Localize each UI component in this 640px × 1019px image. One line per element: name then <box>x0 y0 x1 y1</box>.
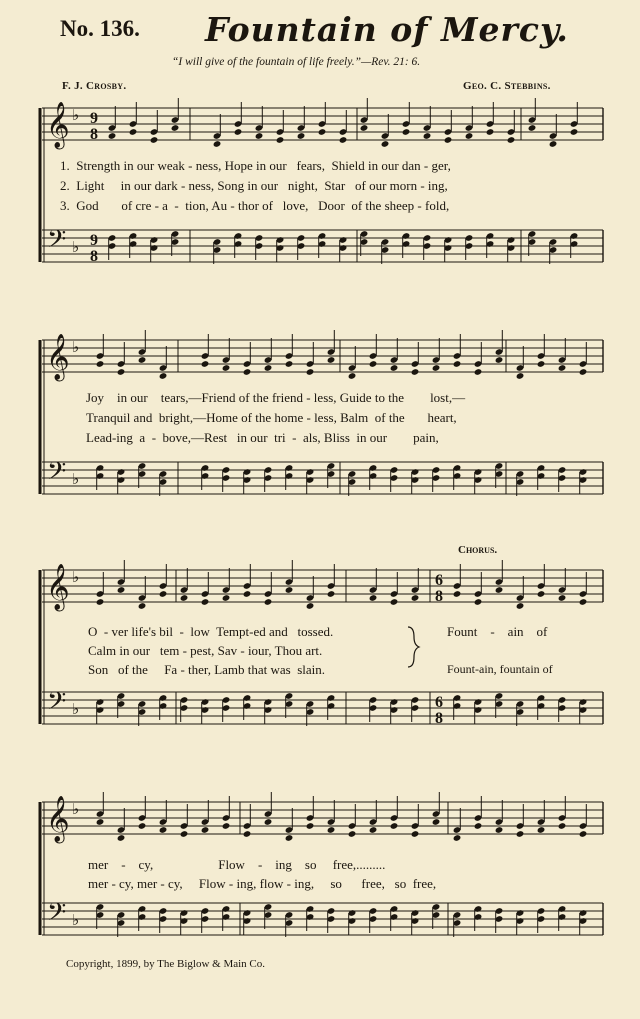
lyric-line: Tranquil and bright,—Home of the home - less, Balm of the heart, <box>86 410 457 425</box>
note-head <box>255 132 264 140</box>
note-head <box>495 586 504 594</box>
note-head <box>117 834 126 842</box>
note-head <box>474 598 483 606</box>
lyric-brace <box>408 627 419 667</box>
note-head <box>327 356 336 364</box>
note-head <box>453 360 462 368</box>
note-head <box>243 590 252 598</box>
time-signature-top: 9 <box>90 110 98 127</box>
note-head <box>138 356 147 364</box>
note-head <box>516 602 525 610</box>
note-head <box>243 830 252 838</box>
treble-clef: 𝄞 <box>46 796 70 842</box>
note-head <box>348 372 357 380</box>
note-head <box>138 822 147 830</box>
note-head <box>516 830 525 838</box>
note-head <box>213 140 222 148</box>
note-head <box>495 356 504 364</box>
note-head <box>201 360 210 368</box>
note-head <box>327 826 336 834</box>
note-head <box>579 830 588 838</box>
note-head <box>222 364 231 372</box>
note-head <box>537 590 546 598</box>
time-signature-bottom: 8 <box>435 588 443 605</box>
note-head <box>474 822 483 830</box>
note-head <box>486 128 495 136</box>
note-head <box>306 368 315 376</box>
note-head <box>537 360 546 368</box>
note-head <box>306 602 315 610</box>
bass-clef: 𝄢 <box>47 457 67 492</box>
note-head <box>558 364 567 372</box>
note-head <box>129 128 138 136</box>
note-head <box>96 360 105 368</box>
note-head <box>369 826 378 834</box>
note-head <box>180 830 189 838</box>
note-head <box>579 368 588 376</box>
note-head <box>495 826 504 834</box>
note-head <box>390 598 399 606</box>
note-head <box>264 818 273 826</box>
note-head <box>537 826 546 834</box>
lyricist-credit: F. J. Crosby. <box>62 80 127 92</box>
time-signature-top: 6 <box>435 572 443 589</box>
composer-credit: Geo. C. Stebbins. <box>463 80 551 92</box>
key-signature-flat: ♭ <box>72 700 80 718</box>
note-head <box>549 140 558 148</box>
time-signature-bottom: 8 <box>90 248 98 265</box>
note-head <box>285 834 294 842</box>
note-head <box>159 590 168 598</box>
note-head <box>411 594 420 602</box>
note-head <box>558 594 567 602</box>
note-head <box>507 136 516 144</box>
note-head <box>318 128 327 136</box>
note-head <box>138 602 147 610</box>
treble-clef: 𝄞 <box>46 564 70 610</box>
lyric-line: mer - cy, mer - cy, Flow - ing, flow - ing, so free, so free, <box>88 876 437 891</box>
note-head <box>222 594 231 602</box>
bass-clef: 𝄢 <box>47 898 67 933</box>
note-head <box>369 594 378 602</box>
note-head <box>465 132 474 140</box>
note-head <box>201 598 210 606</box>
note-head <box>243 368 252 376</box>
note-head <box>108 132 117 140</box>
note-head <box>444 136 453 144</box>
lyric-line: 1. Strength in our weak - ness, Hope in our fears, Shield in our dan - ger, <box>60 158 451 173</box>
note-head <box>558 822 567 830</box>
time-signature-top: 9 <box>90 232 98 249</box>
lyric-line: Lead-ing a - bove,—Rest in our tri - als, Bliss in our pain, <box>86 430 439 445</box>
note-head <box>402 128 411 136</box>
note-head <box>159 372 168 380</box>
note-head <box>285 360 294 368</box>
treble-clef: 𝄞 <box>46 334 70 380</box>
lyric-line: Joy in our tears,—Friend of the friend - less, Guide to the lost,— <box>86 390 466 405</box>
note-head <box>453 590 462 598</box>
key-signature-flat: ♭ <box>72 238 80 256</box>
note-head <box>528 124 537 132</box>
copyright-notice: Copyright, 1899, by The Biglow & Main Co. <box>66 958 266 970</box>
note-head <box>159 826 168 834</box>
note-head <box>264 598 273 606</box>
lyric-line: O - ver life's bil - low Tempt-ed and tossed. <box>88 624 334 639</box>
note-head <box>390 822 399 830</box>
note-head <box>306 822 315 830</box>
note-head <box>222 822 231 830</box>
note-head <box>234 128 243 136</box>
note-head <box>474 368 483 376</box>
note-head <box>411 830 420 838</box>
note-head <box>432 364 441 372</box>
note-head <box>180 594 189 602</box>
key-signature-flat: ♭ <box>72 106 80 124</box>
key-signature-flat: ♭ <box>72 338 80 356</box>
note-head <box>432 818 441 826</box>
key-signature-flat: ♭ <box>72 568 80 586</box>
note-head <box>264 364 273 372</box>
time-signature-top: 6 <box>435 694 443 711</box>
note-head <box>579 598 588 606</box>
note-head <box>381 140 390 148</box>
chorus-lyric-line: Fount-ain, fountain of <box>447 662 553 676</box>
key-signature-flat: ♭ <box>72 470 80 488</box>
chorus-label: Chorus. <box>458 544 498 556</box>
lyric-line: Son of the Fa - ther, Lamb that was slain. <box>88 662 326 677</box>
bass-clef: 𝄢 <box>47 687 67 722</box>
key-signature-flat: ♭ <box>72 800 80 818</box>
note-head <box>411 368 420 376</box>
chorus-lyric-line: Fount - ain of <box>447 624 548 639</box>
treble-clef: 𝄞 <box>46 102 70 148</box>
note-head <box>570 128 579 136</box>
lyric-line: 2. Light in our dark - ness, Song in our night, Star of our morn - ing, <box>60 178 448 193</box>
note-head <box>96 818 105 826</box>
note-head <box>423 132 432 140</box>
bass-clef: 𝄢 <box>47 225 67 260</box>
hymn-number: No. 136. <box>60 16 140 41</box>
note-head <box>117 586 126 594</box>
note-head <box>390 364 399 372</box>
note-head <box>171 124 180 132</box>
note-head <box>276 136 285 144</box>
note-head <box>285 586 294 594</box>
note-head <box>150 136 159 144</box>
note-head <box>327 590 336 598</box>
time-signature-bottom: 8 <box>435 710 443 727</box>
note-head <box>348 830 357 838</box>
hymn-title: Fountain of Mercy. <box>205 10 569 49</box>
key-signature-flat: ♭ <box>72 911 80 929</box>
note-head <box>96 598 105 606</box>
time-signature-bottom: 8 <box>90 126 98 143</box>
note-head <box>516 372 525 380</box>
note-head <box>117 368 126 376</box>
scripture-verse: “I will give of the fountain of life freely.”—Rev. 21: 6. <box>172 56 421 68</box>
note-head <box>297 132 306 140</box>
note-head <box>339 136 348 144</box>
note-head <box>369 360 378 368</box>
note-head <box>453 834 462 842</box>
note-head <box>201 826 210 834</box>
lyric-line: 3. God of cre - a - tion, Au - thor of love, Door of the sheep - fold, <box>60 198 450 213</box>
note-head <box>360 124 369 132</box>
lyric-line: mer - cy, Flow - ing so free,......... <box>88 857 386 872</box>
lyric-line: Calm in our tem - pest, Sav - iour, Thou art. <box>88 643 323 658</box>
